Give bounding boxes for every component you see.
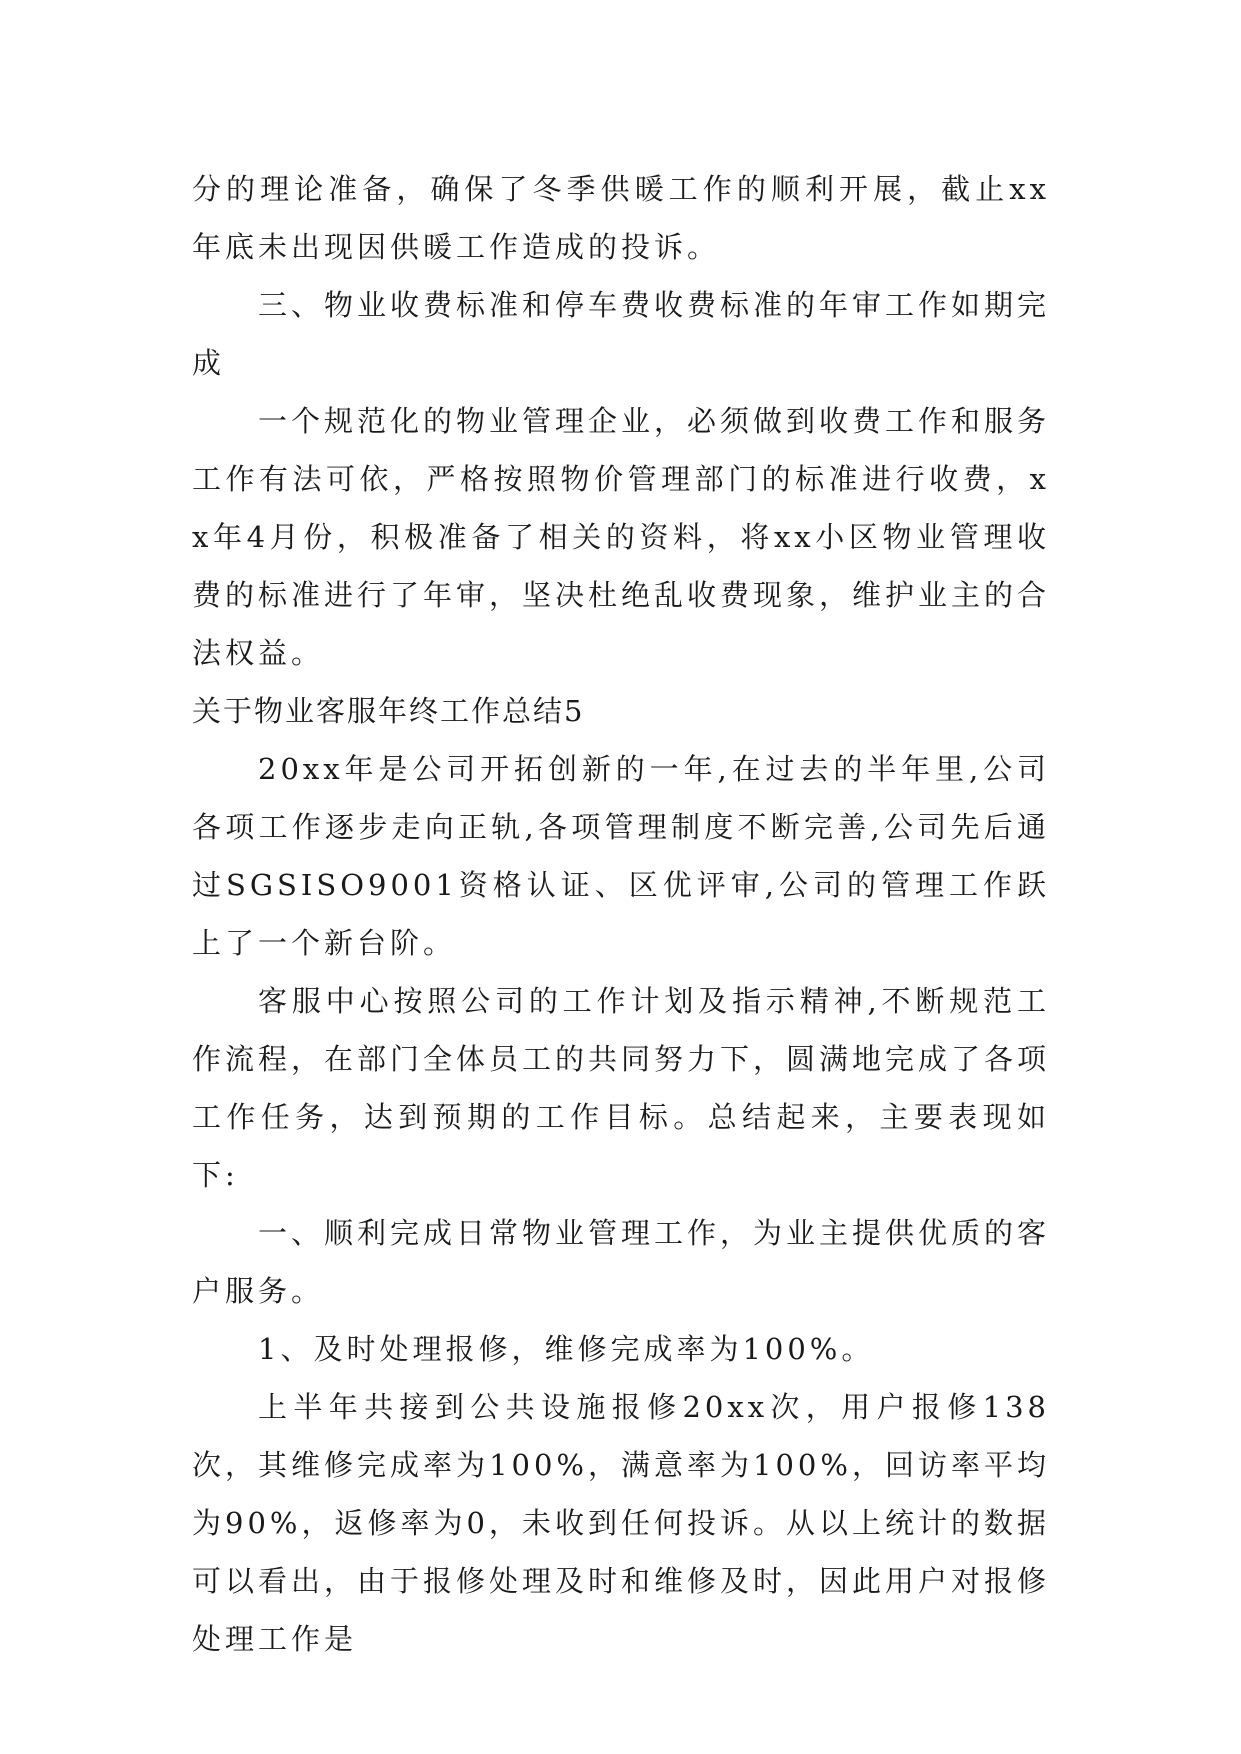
section-heading: 关于物业客服年终工作总结5 [192, 694, 585, 728]
paragraph-6: 一、顺利完成日常物业管理工作，为业主提供优质的客户服务。 [192, 1216, 1051, 1308]
paragraph-8: 上半年共接到公共设施报修20xx次，用户报修138次，其维修完成率为100%，满意率为100%，回访率平均为90%，返修率为0，未收到任何投诉。从以上统计的数据可以看出，由于报修处理及时和维修及时，因此用户对报修处理工作是 [192, 1390, 1051, 1656]
paragraph-2: 三、物业收费标准和停车费收费标准的年审工作如期完成 [192, 288, 1051, 380]
paragraph-1: 分的理论准备，确保了冬季供暖工作的顺利开展，截止xx年底未出现因供暖工作造成的投诉。 [192, 172, 1050, 264]
paragraph-3: 一个规范化的物业管理企业，必须做到收费工作和服务工作有法可依，严格按照物价管理部门的标准进行收费，xx年4月份，积极准备了相关的资料，将xx小区物业管理收费的标准进行了年审，坚决杜绝乱收费现象，维护业主的合法权益。 [192, 404, 1051, 670]
paragraph-4: 20xx年是公司开拓创新的一年,在过去的半年里,公司各项工作逐步走向正轨,各项管理制度不断完善,公司先后通过SGSISO9001资格认证、区优评审,公司的管理工作跃上了一个新台阶。 [192, 752, 1050, 960]
document-body [192, 160, 1050, 1668]
paragraph-7: 1、及时处理报修，维修完成率为100%。 [258, 1332, 875, 1366]
paragraph-5: 客服中心按照公司的工作计划及指示精神,不断规范工作流程，在部门全体员工的共同努力下，圆满地完成了各项工作任务，达到预期的工作目标。总结起来，主要表现如下: [192, 984, 1051, 1192]
